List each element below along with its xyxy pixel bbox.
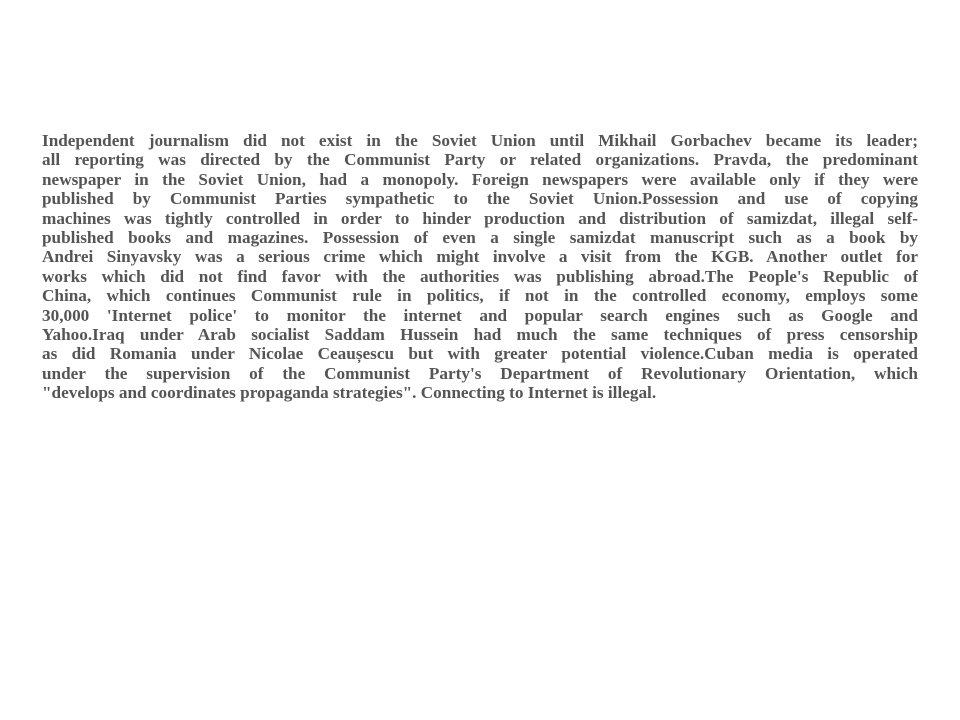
paragraph-line: Andrei Sinyavsky was a serious crime which might involve a visit from the KGB. Another outlet for <box>42 247 918 267</box>
paragraph-line: as did Romania under Nicolae Ceaușescu but with greater potential violence.Cuban media is operated <box>42 344 918 364</box>
paragraph-line: China, which continues Communist rule in politics, if not in the controlled economy, employs some <box>42 286 918 306</box>
paragraph-line: published books and magazines. Possession of even a single samizdat manuscript such as a book by <box>42 227 918 247</box>
paragraph-line: published by Communist Parties sympathetic to the Soviet Union.Possession and use of copying <box>42 189 918 209</box>
body-paragraph <box>42 131 918 402</box>
paragraph-line: under the supervision of the Communist Party's Department of Revolutionary Orientation, which <box>42 363 918 383</box>
paragraph-line: works which did not find favor with the authorities was publishing abroad.The People's Republic of <box>42 266 918 286</box>
paragraph-line: "develops and coordinates propaganda strategies". Connecting to Internet is illegal. <box>42 383 657 403</box>
paragraph-line: Yahoo.Iraq under Arab socialist Saddam Hussein had much the same techniques of press censorship <box>42 324 918 344</box>
paragraph-line: 30,000 'Internet police' to monitor the internet and popular search engines such as Google and <box>42 305 918 325</box>
paragraph-line: Independent journalism did not exist in the Soviet Union until Mikhail Gorbachev became its leader; <box>42 131 918 150</box>
paragraph-line: newspaper in the Soviet Union, had a monopoly. Foreign newspapers were available only if they were <box>42 169 918 189</box>
paragraph-line: machines was tightly controlled in order to hinder production and distribution of samizdat, illegal self- <box>42 208 918 228</box>
paragraph-line: all reporting was directed by the Communist Party or related organizations. Pravda, the predominant <box>42 150 918 170</box>
